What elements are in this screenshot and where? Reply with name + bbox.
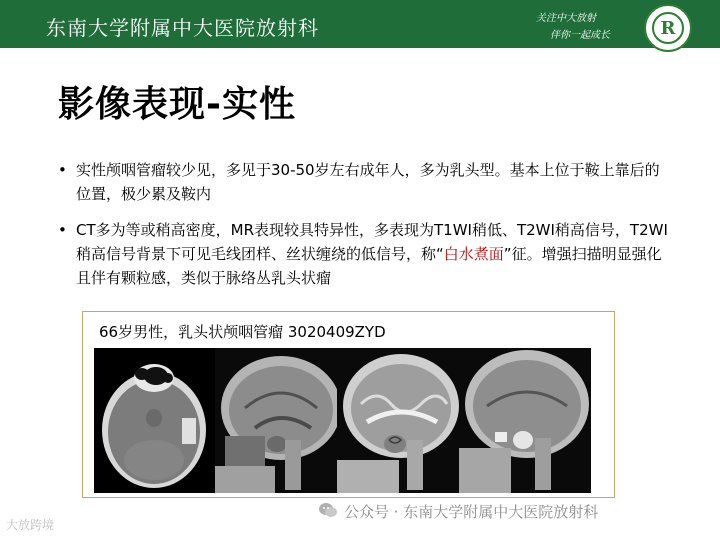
bullet-text-after: ”征。增强扫描明显强化且伴有颗粒感，类似于脉络丛乳头状瘤 xyxy=(76,245,662,287)
hospital-logo-icon xyxy=(644,4,692,52)
bullet-text: 实性颅咽管瘤较少见，多见于30-50岁左右成年人，多为乳头型。基本上位于鞍上靠后的位置，极少累及鞍内 xyxy=(76,161,660,203)
bullet-item xyxy=(58,158,668,206)
figure-caption: 66岁男性，乳头状颅咽管瘤 3020409ZYD xyxy=(99,323,386,341)
bullet-list xyxy=(58,158,668,302)
highlight-term: 白水煮面 xyxy=(443,245,504,263)
corner-watermark: 大放跨境 xyxy=(6,518,55,532)
logo-ring xyxy=(652,12,684,44)
logo-letter: R xyxy=(660,18,676,39)
bullet-dot-icon: • xyxy=(58,161,67,179)
mri-sagittal-t2-image xyxy=(337,348,459,493)
page-title: 影像表现-实性 xyxy=(58,84,296,125)
watermark-text: 公众号 · 东南大学附属中大医院放射科 xyxy=(344,503,599,521)
slogan-line-2: 伴你一起成长 xyxy=(550,30,610,41)
header-bar xyxy=(0,0,720,48)
mri-sagittal-t1-image xyxy=(215,348,337,493)
bullet-item xyxy=(58,218,668,290)
wechat-icon xyxy=(318,502,338,518)
mri-sagittal-contrast-image xyxy=(459,348,591,493)
slogan-line-1: 关注中大放射 xyxy=(536,13,596,24)
ct-axial-image xyxy=(94,348,215,493)
bullet-dot-icon: • xyxy=(58,221,67,239)
mri-figure-panel xyxy=(82,311,615,498)
slogan xyxy=(536,10,610,44)
bullet-text-before: CT多为等或稍高密度，MR表现较具特异性，多表现为T1WI稍低、T2WI稍高信号，T2WI稍高信号背景下可见毛线团样、丝状缠绕的低信号，称“ xyxy=(76,221,668,263)
hospital-title: 东南大学附属中大医院放射科 xyxy=(46,16,319,40)
